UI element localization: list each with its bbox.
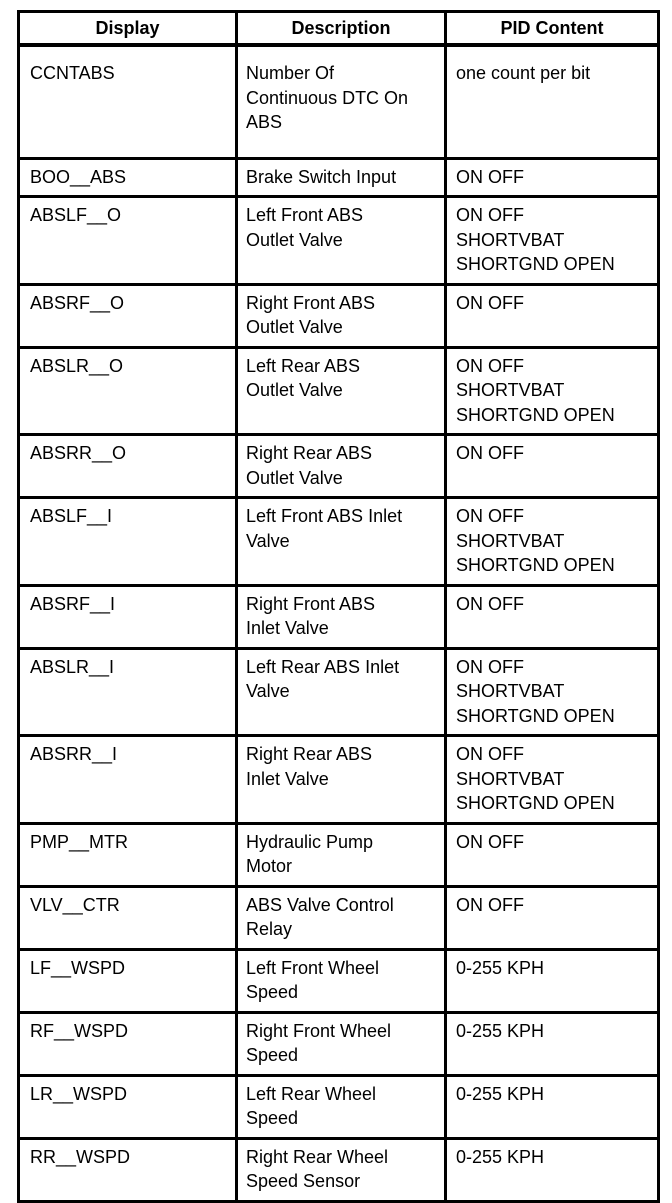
cell-display: ABSRF__O [19, 284, 237, 347]
cell-pid-content: 0-255 KPH [446, 1138, 659, 1201]
cell-description: Right Rear Wheel Speed Sensor [237, 1138, 446, 1201]
cell-pid-content: ON OFF [446, 886, 659, 949]
cell-display: RF__WSPD [19, 1012, 237, 1075]
cell-display: PMP__MTR [19, 823, 237, 886]
header-description: Description [237, 12, 446, 46]
cell-display: BOO__ABS [19, 158, 237, 197]
header-display: Display [19, 12, 237, 46]
table-row [19, 498, 659, 586]
cell-description: Right Rear ABS Outlet Valve [237, 435, 446, 498]
cell-pid-content: 0-255 KPH [446, 1012, 659, 1075]
cell-pid-content: ON OFF [446, 585, 659, 648]
table-row [19, 435, 659, 498]
cell-description: Left Front ABS Outlet Valve [237, 197, 446, 285]
table-row [19, 197, 659, 285]
cell-pid-content: ON OFF [446, 284, 659, 347]
table-row [19, 158, 659, 197]
cell-display: CCNTABS [19, 45, 237, 158]
table-row [19, 45, 659, 158]
cell-pid-content: ON OFF [446, 823, 659, 886]
cell-pid-content: 0-255 KPH [446, 949, 659, 1012]
cell-description: Right Front Wheel Speed [237, 1012, 446, 1075]
cell-description: Right Rear ABS Inlet Valve [237, 736, 446, 824]
header-row [19, 12, 659, 46]
cell-description: Left Rear ABS Outlet Valve [237, 347, 446, 435]
header-pid-content: PID Content [446, 12, 659, 46]
cell-pid-content: ON OFF SHORTVBAT SHORTGND OPEN [446, 736, 659, 824]
cell-description: Left Rear ABS Inlet Valve [237, 648, 446, 736]
table-row [19, 736, 659, 824]
table-row [19, 823, 659, 886]
cell-pid-content: ON OFF SHORTVBAT SHORTGND OPEN [446, 347, 659, 435]
table-row [19, 284, 659, 347]
cell-pid-content: ON OFF SHORTVBAT SHORTGND OPEN [446, 648, 659, 736]
cell-description: Brake Switch Input [237, 158, 446, 197]
cell-description: Number Of Continuous DTC On ABS [237, 45, 446, 158]
cell-display: ABSLR__I [19, 648, 237, 736]
cell-display: LR__WSPD [19, 1075, 237, 1138]
cell-pid-content: ON OFF SHORTVBAT SHORTGND OPEN [446, 498, 659, 586]
cell-pid-content: ON OFF [446, 158, 659, 197]
cell-pid-content: 0-255 KPH [446, 1075, 659, 1138]
cell-display: ABSRF__I [19, 585, 237, 648]
cell-display: ABSRR__I [19, 736, 237, 824]
cell-description: Left Rear Wheel Speed [237, 1075, 446, 1138]
cell-pid-content: one count per bit [446, 45, 659, 158]
table-row [19, 648, 659, 736]
table-row [19, 1012, 659, 1075]
table-row [19, 585, 659, 648]
document-page [17, 10, 657, 1203]
cell-description: Left Front Wheel Speed [237, 949, 446, 1012]
table-row [19, 347, 659, 435]
table-row [19, 949, 659, 1012]
cell-pid-content: ON OFF [446, 435, 659, 498]
table-header [19, 12, 659, 46]
cell-pid-content: ON OFF SHORTVBAT SHORTGND OPEN [446, 197, 659, 285]
cell-description: Right Front ABS Inlet Valve [237, 585, 446, 648]
cell-description: Left Front ABS Inlet Valve [237, 498, 446, 586]
table-row [19, 886, 659, 949]
cell-display: RR__WSPD [19, 1138, 237, 1201]
table-row [19, 1075, 659, 1138]
cell-display: LF__WSPD [19, 949, 237, 1012]
cell-display: ABSLR__O [19, 347, 237, 435]
table-body [19, 45, 659, 1201]
cell-display: ABSLF__O [19, 197, 237, 285]
pid-table [17, 10, 660, 1203]
cell-description: Right Front ABS Outlet Valve [237, 284, 446, 347]
cell-description: ABS Valve Control Relay [237, 886, 446, 949]
cell-display: ABSLF__I [19, 498, 237, 586]
cell-description: Hydraulic Pump Motor [237, 823, 446, 886]
table-row [19, 1138, 659, 1201]
cell-display: ABSRR__O [19, 435, 237, 498]
cell-display: VLV__CTR [19, 886, 237, 949]
